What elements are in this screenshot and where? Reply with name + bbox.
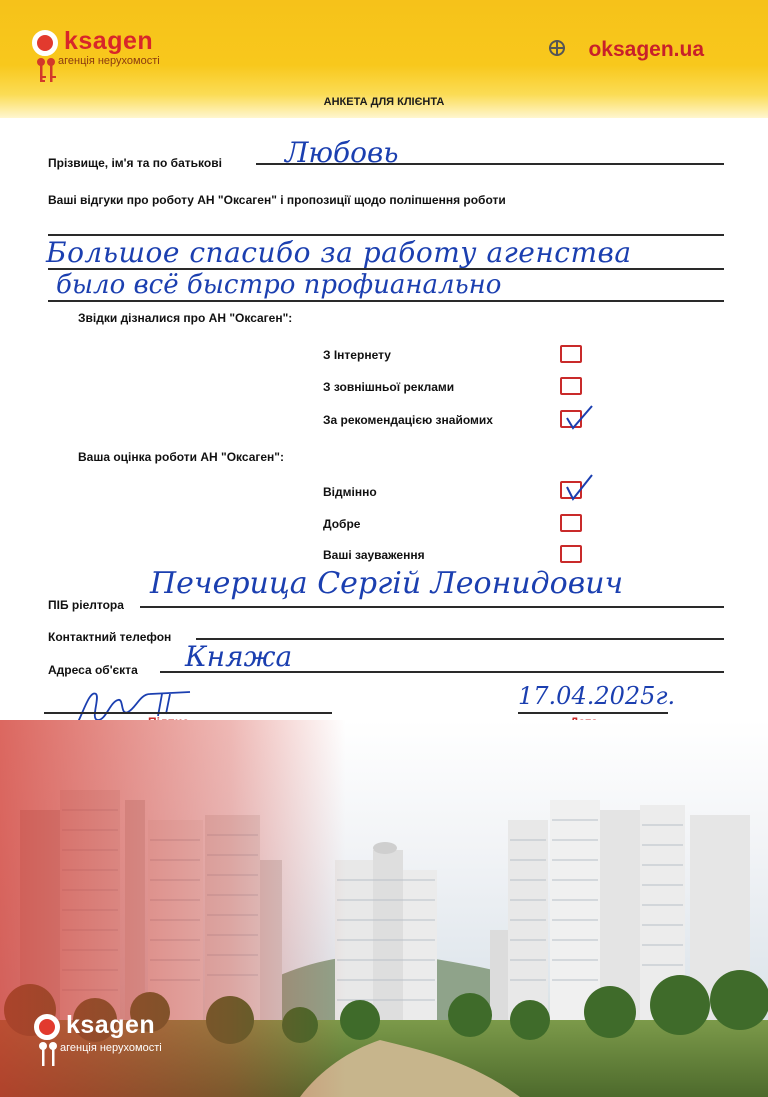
website-link[interactable]: oksagen.ua (588, 38, 704, 61)
feedback-text-2[interactable]: было всё быстро профианально (56, 270, 502, 300)
realtor-value[interactable]: Печерица Сергій Леонидович (150, 566, 624, 601)
rating-remarks-checkbox[interactable] (560, 545, 582, 563)
signature-line (44, 712, 332, 714)
footer-keys-icon (36, 1040, 62, 1070)
phone-label: Контактний телефон (48, 630, 172, 644)
brand-name: ksagen (64, 27, 154, 55)
source-ads-checkbox[interactable] (560, 377, 582, 395)
full-name-value[interactable]: Любовь (285, 136, 399, 169)
rating-option-good-label: Добре (323, 517, 361, 531)
rating-option-excellent-label: Відмінно (323, 485, 377, 499)
rating-good-checkbox[interactable] (560, 514, 582, 532)
rating-label: Ваша оцінка роботи АН "Оксаген": (78, 450, 284, 464)
checkmark-icon (564, 402, 594, 432)
source-option-referral-label: За рекомендацією знайомих (323, 413, 493, 427)
form-title: АНКЕТА ДЛЯ КЛІЄНТА (323, 96, 445, 108)
checkmark-icon (564, 473, 594, 503)
feedback-label: Ваші відгуки про роботу АН "Оксаген" і пропозиції щодо поліпшення роботи (48, 193, 506, 207)
keys-icon (34, 56, 60, 86)
brand-tagline: агенція нерухомості (58, 55, 160, 67)
footer-brand-tagline: агенція нерухомості (60, 1042, 162, 1054)
date-value[interactable]: 17.04.2025г. (518, 682, 676, 710)
realtor-line (140, 606, 724, 608)
footer-brand-logo (30, 1010, 230, 1074)
source-label: Звідки дізналися про АН "Оксаген": (78, 311, 293, 325)
address-label: Адреса об'єкта (48, 663, 138, 677)
rating-excellent-checkbox[interactable] (560, 481, 582, 499)
feedback-text-1[interactable]: Большое спасибо за работу агенства (46, 236, 632, 269)
rating-option-remarks-label: Ваші зауваження (323, 548, 425, 562)
source-option-internet-label: З Інтернету (323, 348, 391, 362)
address-value[interactable]: Княжа (185, 640, 293, 673)
header-banner (0, 0, 768, 118)
full-name-label: Прізвище, ім'я та по батькові (48, 156, 222, 170)
brand-logo (28, 26, 228, 90)
source-internet-checkbox[interactable] (560, 345, 582, 363)
source-option-ads-label: З зовнішньої реклами (323, 380, 455, 394)
source-referral-checkbox[interactable] (560, 410, 582, 428)
globe-icon (549, 40, 565, 56)
date-line (518, 712, 668, 714)
realtor-label: ПІБ ріелтора (48, 598, 124, 612)
footer-logo-o-ring-icon (34, 1014, 60, 1040)
logo-o-ring-icon (32, 30, 58, 56)
footer-brand-name: ksagen (66, 1011, 156, 1039)
feedback-line-3 (48, 300, 724, 302)
